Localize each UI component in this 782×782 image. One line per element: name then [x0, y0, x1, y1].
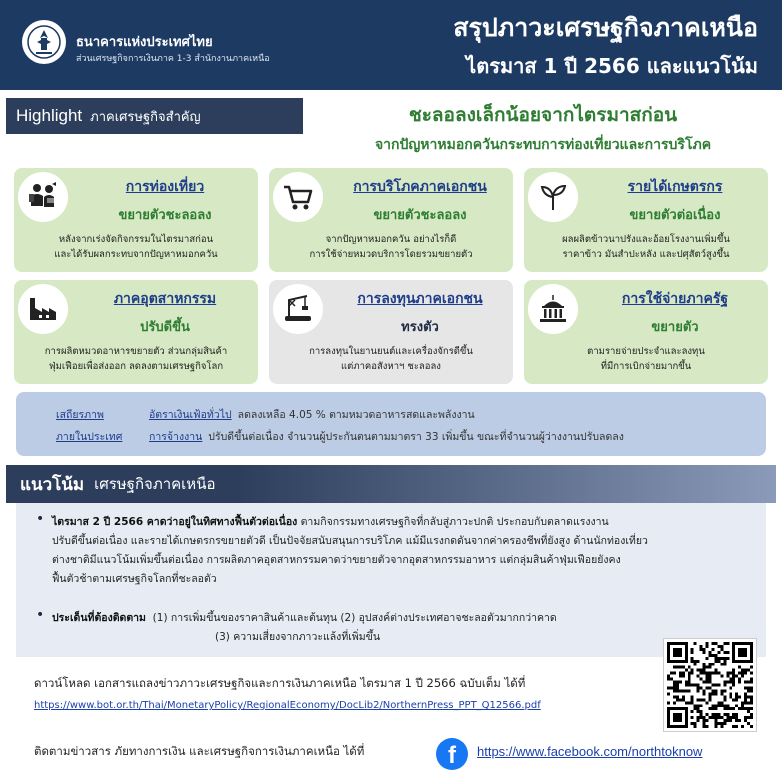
risks-text-line: (1) การเพิ่มขึ้นของราคาสินค้าและต้นทุน (2) อุปสงค์ต่างประเทศอาจชะลอตัวมากกว่าคาด: [152, 612, 557, 624]
org-name: ธนาคารแห่งประเทศไทย: [76, 35, 213, 50]
highlight-subheadline: จากปัญหาหมอกควันกระทบการท่องเที่ยวและการบริโภค: [374, 137, 712, 153]
card-status: ปรับดีขึ้น: [140, 320, 190, 335]
card-desc-line: การใช้จ่ายหมวดบริการโดยรวมขยายตัว: [309, 249, 473, 260]
outlook-header: [6, 465, 776, 503]
header-banner: [0, 0, 782, 90]
card-title: ภาคอุตสาหกรรม: [113, 291, 217, 307]
outlook-title: แนวโน้ม: [20, 474, 85, 495]
card-title: การลงทุนภาคเอกชน: [357, 291, 483, 307]
download-text: ดาวน์โหลด เอกสารแถลงข่าวภาวะเศรษฐกิจและการเงินภาคเหนือ ไตรมาส 1 ปี 2566 ฉบับเต็ม ได้ที่: [34, 676, 526, 690]
bot-logo: [22, 20, 66, 64]
outlook-subtitle: เศรษฐกิจภาคเหนือ: [94, 475, 216, 493]
outlook-q2-heading: ไตรมาส 2 ปี 2566 คาดว่าอยู่ในทิศทางฟื้นตัวต่อเนื่อง: [52, 516, 298, 528]
outlook-text-line: ต่างชาติมีแนวโน้มเพิ่มขึ้นต่อเนื่อง การผลิตภาคอุตสาหกรรมคาดว่าขยายตัวจากอุตสาหกรรมอาหาร แต่กลุ่มสินค้าฟุ่มเฟือยยังคง: [52, 554, 621, 566]
card-description: [14, 344, 258, 374]
card-status: ขยายตัวต่อเนื่อง: [629, 208, 721, 223]
card-desc-line: การผลิตหมวดอาหารขยายตัว ส่วนกลุ่มสินค้า: [44, 346, 228, 357]
stability-label-2: ภายในประเทศ: [56, 431, 123, 443]
card-status: ทรงตัว: [401, 320, 439, 335]
card-desc-line: ราคาข้าว มันสำปะหลัง และปศุสัตว์สูงขึ้น: [562, 249, 730, 260]
outlook-body: [16, 503, 766, 657]
stability-label: เสถียรภาพ: [56, 409, 104, 421]
card-desc-line: การลงทุนในยานยนต์และเครื่องจักรดีขึ้น: [309, 346, 473, 357]
card-title: การใช้จ่ายภาครัฐ: [621, 291, 729, 307]
domestic-stability-panel: [16, 392, 766, 456]
bullet-icon: •: [36, 511, 45, 527]
facebook-icon[interactable]: f: [436, 738, 468, 770]
employment-label: การจ้างงาน: [149, 431, 203, 443]
risks-heading: ประเด็นที่ต้องติดตาม: [52, 612, 146, 624]
card-title: การท่องเที่ยว: [125, 179, 205, 195]
card-desc-line: ฟุ่มเฟือยเพื่อส่งออก ลดลงตามเศรษฐกิจโลก: [48, 361, 224, 372]
highlight-headline: ชะลอลงเล็กน้อยจากไตรมาสก่อน: [408, 104, 678, 126]
card-desc-line: และได้รับผลกระทบจากปัญหาหมอกควัน: [54, 249, 218, 260]
card-title: รายได้เกษตรกร: [627, 179, 723, 195]
card-description: [524, 344, 768, 374]
highlight-tab-th: ภาคเศรษฐกิจสำคัญ: [90, 109, 201, 125]
download-link[interactable]: https://www.bot.or.th/Thai/MonetaryPolicy/RegionalEconomy/DocLib2/NorthernPress_PPT_Q12566.pdf: [34, 700, 541, 711]
card-private-consumption: [269, 168, 513, 272]
qr-code-icon: [667, 642, 753, 728]
outlook-text-line: ตามกิจกรรมทางเศรษฐกิจที่กลับสู่ภาวะปกติ ประกอบกับตลาดแรงงาน: [300, 516, 609, 528]
page-subtitle: ไตรมาส 1 ปี 2566 และแนวโน้ม: [466, 54, 758, 78]
card-status: ขยายตัวชะลอลง: [118, 208, 212, 223]
outlook-paragraph: [52, 513, 772, 589]
card-desc-line: แต่ภาคอสังหาฯ ชะลอลง: [341, 361, 441, 372]
org-subtitle: ส่วนเศรษฐกิจการเงินภาค 1-3 สำนักงานภาคเหนือ: [76, 54, 270, 64]
card-description: [269, 232, 513, 262]
follow-text: ติดตามข่าวสาร ภัยทางการเงิน และเศรษฐกิจการเงินภาคเหนือ ได้ที่: [34, 744, 365, 758]
card-description: [524, 232, 768, 262]
card-private-investment: [269, 280, 513, 384]
outlook-text-line: ฟื้นตัวช้าตามเศรษฐกิจโลกที่ชะลอตัว: [52, 573, 217, 585]
bot-emblem-icon: [26, 24, 62, 60]
outlook-text-line: ปรับดีขึ้นต่อเนื่อง และรายได้เกษตรกรขยายตัวดี เป็นปัจจัยสนับสนุนการบริโภค แม้มีแรงกดดันจากค่าครองชีพที่ยังสูง ด้านนักท่องเที่ยว: [52, 535, 648, 547]
stability-row-employment: [56, 428, 624, 445]
risks-text-line: (3) ความเสี่ยงจากภาวะแล้งที่เพิ่มขึ้น: [215, 631, 381, 643]
card-government-spending: [524, 280, 768, 384]
card-title: การบริโภคภาคเอกชน: [353, 179, 487, 195]
card-desc-line: ผลผลิตข้าวนาปรังและอ้อยโรงงานเพิ่มขึ้น: [562, 234, 730, 245]
card-desc-line: ที่มีการเบิกจ่ายมากขึ้น: [600, 361, 692, 372]
card-tourism: [14, 168, 258, 272]
card-status: ขยายตัวชะลอลง: [373, 208, 467, 223]
highlight-tab: [6, 98, 303, 134]
inflation-label: อัตราเงินเฟ้อทั่วไป: [149, 409, 232, 421]
card-description: [269, 344, 513, 374]
card-description: [14, 232, 258, 262]
card-status: ขยายตัว: [651, 320, 699, 335]
stability-row-inflation: [56, 406, 475, 423]
page-title: สรุปภาวะเศรษฐกิจภาคเหนือ: [453, 13, 758, 42]
employment-text: ปรับดีขึ้นต่อเนื่อง จำนวนผู้ประกันตนตามมาตรา 33 เพิ่มขึ้น ขณะที่จำนวนผู้ว่างงานปรับลดลง: [208, 431, 624, 443]
inflation-text: ลดลงเหลือ 4.05 % ตามหมวดอาหารสดและพลังงาน: [237, 409, 475, 421]
card-desc-line: ตามรายจ่ายประจำและลงทุน: [587, 346, 705, 357]
card-farm-income: [524, 168, 768, 272]
card-industry: [14, 280, 258, 384]
card-desc-line: จากปัญหาหมอกควัน อย่างไรก็ดี: [325, 234, 457, 245]
bullet-icon: •: [36, 607, 45, 623]
facebook-link[interactable]: https://www.facebook.com/northtoknow: [477, 744, 703, 759]
highlight-tab-en: Highlight: [16, 106, 83, 125]
qr-code[interactable]: [663, 638, 757, 732]
card-desc-line: หลังจากเร่งจัดกิจกรรมในไตรมาสก่อน: [58, 234, 214, 245]
